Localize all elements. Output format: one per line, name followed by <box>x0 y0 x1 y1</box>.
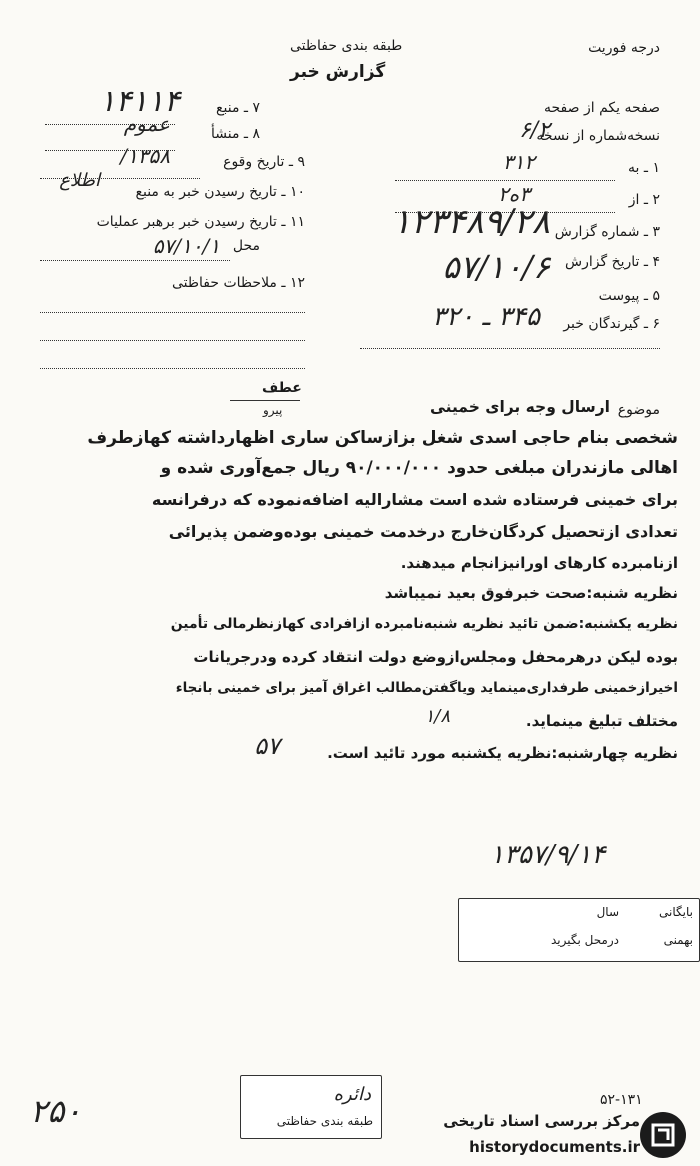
field-date-value: ۱۳۵۸/ <box>120 144 170 168</box>
field-receipt-value: اطلاع <box>59 170 100 191</box>
subject-text: ارسال وجه برای خمینی <box>429 398 610 416</box>
page-count-line: صفحه یکم از صفحه <box>544 100 660 116</box>
document-code: ۵۲-۱۳۱ <box>600 1092 643 1108</box>
field-place-label: محل <box>232 238 260 254</box>
footer-classification-hand: دائره <box>333 1084 371 1105</box>
divider <box>40 368 305 369</box>
atf-divider <box>230 400 300 401</box>
body-line: برای خمینی فرستاده شده است مشارالیه اضافه‌نموده که درفرانسه <box>151 490 678 509</box>
field-origin-value: عموم <box>123 112 170 136</box>
field-date-label: ۹ ـ تاریخ وقوع <box>223 154 305 170</box>
body-line: مختلف تبلیغ مینماید. <box>525 712 678 730</box>
field-to-label: ۱ ـ به <box>628 160 660 176</box>
divider <box>40 312 305 313</box>
field-recipients-label: ۶ ـ گیرندگان خبر <box>563 316 660 332</box>
stamp-line: بهمنی <box>663 933 693 947</box>
archive-brand-fa: مرکز بررسی اسناد تاریخی <box>443 1112 640 1130</box>
field-source-value: ۱۴۱۱۴ <box>99 84 180 119</box>
divider <box>360 348 660 349</box>
field-report-date-value: ۵۷/۱۰/۶ <box>442 248 550 286</box>
page-number-handwritten: ۲۵۰ <box>30 1092 82 1130</box>
page-title: گزارش خبر <box>290 62 386 82</box>
field-report-number-label: ۳ ـ شماره گزارش <box>554 224 660 240</box>
atf-label: عطف <box>262 380 302 396</box>
field-attachment-label: ۵ ـ پیوست <box>598 288 660 304</box>
archive-logo-icon <box>640 1112 686 1158</box>
body-line: شخصی بنام حاجی اسدی شغل بزازساکن ساری اظهارداشته کهازطرف <box>87 428 678 448</box>
field-notes-label: ۱۲ ـ ملاحظات حفاظتی <box>172 275 305 291</box>
archive-brand-en: historydocuments.ir <box>469 1138 640 1156</box>
divider <box>40 260 230 261</box>
field-to-value: ۳۱۲ <box>502 150 535 174</box>
stamp-line: سال <box>596 905 619 919</box>
field-origin-label: ۸ ـ منشأ <box>210 126 260 142</box>
body-line: نظریه چهارشنبه:نظریه یکشنبه مورد تائید است. <box>327 744 678 762</box>
field-source-label: ۷ ـ منبع <box>216 100 260 116</box>
field-from-label: ۲ ـ از <box>628 192 660 208</box>
copy-number-line: نسخه‌شماره از نسخه <box>536 128 660 144</box>
footer-classification-box <box>240 1075 382 1139</box>
subject-label: موضوع <box>617 402 660 418</box>
field-report-number-value: ۱۲۳۴۸۹/۲۸ <box>392 202 550 242</box>
handwritten-date: ۱۳۵۷/۹/۱۴ <box>490 840 606 870</box>
handwritten-signature-mark: ۵۷ <box>254 732 280 760</box>
classification-label: طبقه بندی حفاظتی <box>290 38 403 54</box>
body-line: اخیرازخمینی طرفداری‌مینماید ویاگفتن‌مطالب اغراق آمیز برای خمینی بانجاء <box>175 680 678 696</box>
stamp-line: بایگانی <box>659 905 693 919</box>
field-place-value: ۵۷/۱۰/۱ <box>152 234 220 258</box>
handwritten-initial: ۱/۸ <box>424 706 450 727</box>
copy-number-value: ۶/۲ <box>518 118 550 143</box>
body-line: تعدادی ازتحصیل کردگان‌خارج درخدمت خمینی بوده‌وضمن پذیرائی <box>168 522 678 541</box>
footer-classification-label: طبقه بندی حفاظتی <box>276 1114 373 1128</box>
peyro-label: پیرو <box>263 403 283 417</box>
body-line: اهالی مازندران مبلغی حدود ۹۰/۰۰۰/۰۰۰ ریال جمع‌آوری شده و <box>160 458 678 478</box>
divider <box>40 340 305 341</box>
body-line: ازنامبرده کارهای اورانیزانجام میدهند. <box>400 554 678 572</box>
body-line: نظریه شنبه:صحت خبرفوق بعید نمیباشد <box>384 584 678 602</box>
field-receipt-label: ۱۰ ـ تاریخ رسیدن خبر به منبع <box>135 184 305 200</box>
field-recipients-value: ۳۴۵ ـ ۳۲۰ <box>432 302 540 332</box>
stamp-line: درمحل بگیرید <box>550 933 619 947</box>
body-line: نظریه یکشنبه:ضمن تائید نظریه شنبه‌نامبرده ازافرادی کهازنظرمالی تأمین <box>170 616 678 632</box>
archive-stamp <box>458 898 700 962</box>
divider <box>395 180 615 181</box>
field-from-value: ۳ه۲ <box>498 182 530 206</box>
field-report-date-label: ۴ ـ تاریخ گزارش <box>565 254 660 270</box>
body-line: بوده لیکن درهرمحفل ومجلس‌ازوضع دولت انتقاد کرده ودرجریانات <box>193 648 678 666</box>
urgency-label: درجه فوریت <box>588 40 660 56</box>
field-ops-label: ۱۱ ـ تاریخ رسیدن خبر برهبر عملیات <box>96 214 305 230</box>
